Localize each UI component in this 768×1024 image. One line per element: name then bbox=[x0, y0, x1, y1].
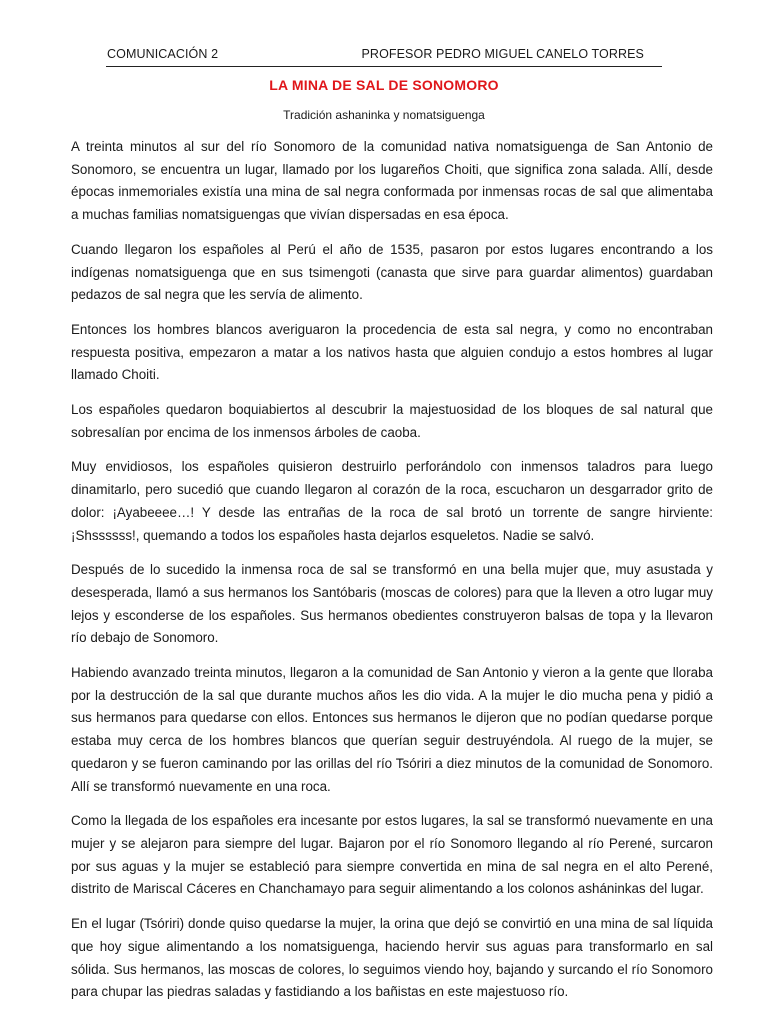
document-subtitle: Tradición ashaninka y nomatsiguenga bbox=[283, 108, 485, 122]
paragraph: Habiendo avanzado treinta minutos, llegaron a la comunidad de San Antonio y vieron a la gente que lloraba por la destrucción de la sal que durante muchos años les dio vida. A la mujer le dio mucha pena y pidió a sus hermanos para quedarse con ellos. Entonces sus hermanos le dijeron que no podían quedarse porque estaba muy cerca de los hombres blancos que querían seguir destruyéndola. Al ruego de la mujer, se quedaron y se fueron caminando por las orillas del río Tsóriri a diez minutos de la comunidad de Sonomoro. Allí se transformó nuevamente en una roca. bbox=[71, 665, 713, 794]
paragraph: Muy envidiosos, los españoles quisieron destruirlo perforándolo con inmensos taladros para luego dinamitarlo, pero sucedió que cuando llegaron al corazón de la roca, escucharon un desgarrador grito de dolor: ¡Ayabeeee…! Y desde las entrañas de la roca de sal brotó un torrente de sangre hirviente: ¡Shssssss!, quemando a todos los españoles hasta dejarlos esqueletos. Nadie se salvó. bbox=[71, 459, 713, 543]
page-header bbox=[106, 46, 662, 67]
paragraph: Los españoles quedaron boquiabiertos al descubrir la majestuosidad de los bloques de sal natural que sobresalían por encima de los inmensos árboles de caoba. bbox=[71, 402, 713, 440]
document-body bbox=[71, 136, 713, 1016]
document-title: LA MINA DE SAL DE SONOMORO bbox=[269, 77, 499, 93]
paragraph: A treinta minutos al sur del río Sonomoro de la comunidad nativa nomatsiguenga de San Antonio de Sonomoro, se encuentra un lugar, llamado por los lugareños Choiti, que significa zona salada. Allí, desde épocas inmemoriales existía una mina de sal negra conformada por inmensas rocas de sal que alimentaba a muchas familias nomatsiguengas que vivían dispersadas en esa época. bbox=[71, 139, 713, 223]
paragraph: Entonces los hombres blancos averiguaron la procedencia de esta sal negra, y como no encontraban respuesta positiva, empezaron a matar a los nativos hasta que alguien condujo a estos hombres al lugar llamado Choiti. bbox=[71, 321, 713, 383]
course-name: COMUNICACIÓN 2 bbox=[107, 47, 219, 61]
paragraph: Cuando llegaron los españoles al Perú el año de 1535, pasaron por estos lugares encontrando a los indígenas nomatsiguenga que en sus tsimengoti (canasta que sirve para guardar alimentos) guardaban pedazos de sal negra que les servía de alimento. bbox=[71, 241, 713, 303]
paragraph: Después de lo sucedido la inmensa roca de sal se transformó en una bella mujer que, muy asustada y desesperada, llamó a sus hermanos los Santóbaris (moscas de colores) para que la lleven a otro lugar muy lejos y esconderse de los españoles. Sus hermanos obedientes construyeron balsas de topa y la llevaron río debajo de Sonomoro. bbox=[71, 562, 713, 646]
paragraph: En el lugar (Tsóriri) donde quiso quedarse la mujer, la orina que dejó se convirtió en una mina de sal líquida que hoy sigue alimentando a los nomatsiguenga, haciendo hervir sus aguas para transformarlo en sal sólida. Sus hermanos, las moscas de colores, lo seguimos viendo hoy, bajando y surcando el río Sonomoro para chupar las piedras saladas y fastidiando a los bañistas en este majestuoso río. bbox=[71, 916, 713, 1000]
teacher-name: PROFESOR PEDRO MIGUEL CANELO TORRES bbox=[361, 47, 644, 61]
paragraph: Como la llegada de los españoles era incesante por estos lugares, la sal se transformó nuevamente en una mujer y se alejaron para siempre del lugar. Bajaron por el río Sonomoro llegando al río Perené, surcaron por sus aguas y la mujer se estableció para siempre convertida en mina de sal negra en el alto Perené, distrito de Mariscal Cáceres en Chanchamayo para seguir alimentando a los colonos asháninkas del lugar. bbox=[71, 813, 713, 897]
